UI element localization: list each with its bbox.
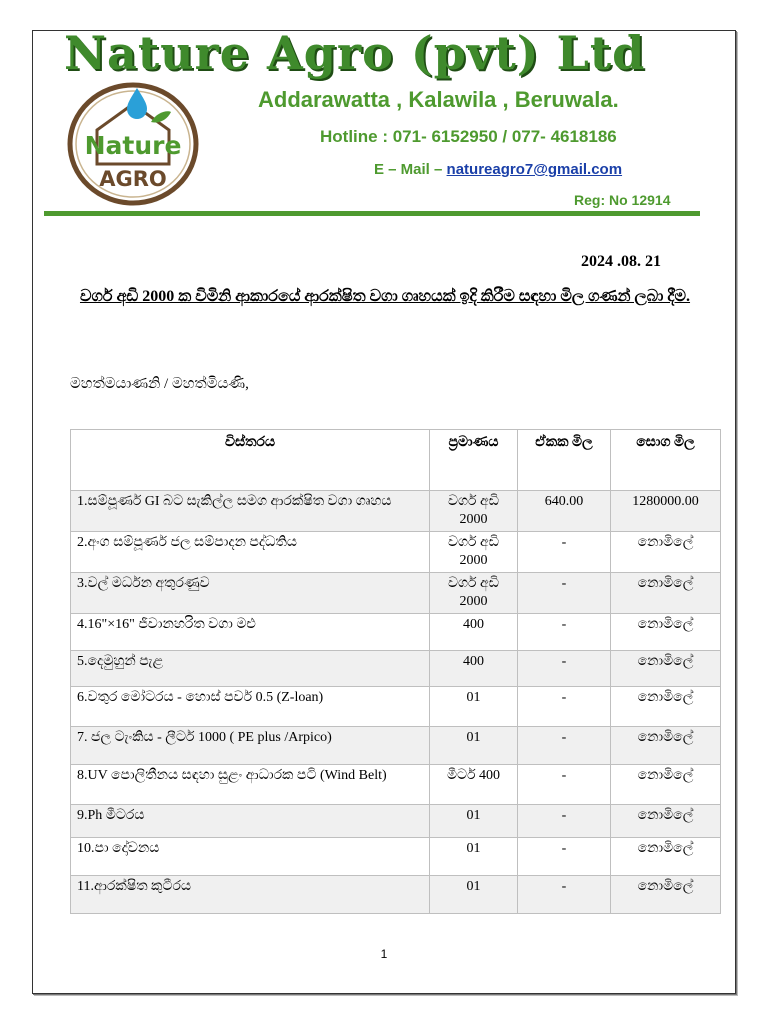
cell-quantity: මීටර් 400 [430, 765, 518, 805]
table-row [71, 687, 721, 727]
registration-number: Reg: No 12914 [574, 192, 671, 208]
cell-quantity: 01 [430, 805, 518, 838]
cell-description: 3.වල් මර්ධන අතුරණුව [71, 573, 430, 614]
table-row [71, 651, 721, 687]
cell-quantity: 01 [430, 876, 518, 914]
email-label: E – Mail – [374, 161, 447, 178]
table-row [71, 491, 721, 532]
logo-word-agro: AGRO [99, 167, 167, 191]
header-quantity: ප්‍රමාණය [430, 430, 518, 491]
table-row [71, 614, 721, 651]
header-divider [44, 211, 700, 216]
company-name: Nature Agro (pvt) Ltd [64, 26, 646, 80]
table-row [71, 727, 721, 765]
cell-description: 11.ආරක්ෂිත කුටීරය [71, 876, 430, 914]
table-header-row [71, 430, 721, 491]
page-number: 1 [380, 947, 388, 961]
cell-total-price: නොමිලේ [611, 687, 721, 727]
cell-total-price: නොමිලේ [611, 765, 721, 805]
cell-quantity: 01 [430, 727, 518, 765]
cell-quantity: වර්ග අඩි 2000 [430, 532, 518, 573]
table-row [71, 532, 721, 573]
cell-description: 8.UV පොලිතීනය සඳහා සුළං ආධාරක පටි (Wind Belt) [71, 765, 430, 805]
cell-unit-price: - [518, 687, 611, 727]
cell-total-price: නොමිලේ [611, 573, 721, 614]
company-logo [67, 82, 200, 206]
company-address: Addarawatta , Kalawila , Beruwala. [258, 87, 619, 112]
cell-unit-price: - [518, 651, 611, 687]
cell-quantity: 01 [430, 687, 518, 727]
cell-unit-price: - [518, 614, 611, 651]
cell-quantity: වර්ග අඩි 2000 [430, 491, 518, 532]
cell-total-price: නොමිලේ [611, 876, 721, 914]
cell-quantity: 01 [430, 838, 518, 876]
cell-unit-price: - [518, 805, 611, 838]
header-unit-price: ඒකක මිල [518, 430, 611, 491]
cell-quantity: 400 [430, 651, 518, 687]
cell-unit-price: - [518, 838, 611, 876]
email-line [374, 161, 622, 178]
logo-word-nature: Nature [84, 131, 182, 160]
salutation: මහත්මයාණනි / මහත්මියණි, [70, 376, 249, 392]
cell-total-price: නොමිලේ [611, 651, 721, 687]
letter-subject: වර්ග අඩි 2000 ක විමිනි ආකාරයේ ආරක්ෂිත වගා ගෘහයක් ඉදි කිරීම සඳහා මිල ගණන් ලබා දීම. [79, 288, 691, 305]
cell-total-price: නොමිලේ [611, 727, 721, 765]
cell-description: 5.දෙමුහුන් පැළ [71, 651, 430, 687]
table-row [71, 573, 721, 614]
cell-description: 2.අංග සම්පූර්ණ ජල සම්පාදන පද්ධතිය [71, 532, 430, 573]
cell-description: 10.පා දෝවනය [71, 838, 430, 876]
table-row [71, 765, 721, 805]
email-link[interactable]: natureagro7@gmail.com [446, 161, 623, 178]
cell-quantity: වර්ග අඩි 2000 [430, 573, 518, 614]
cell-description: 1.සම්පූර්ණ GI බට සැකිල්ල සමග ආරක්ෂිත වගා ගෘහය [71, 491, 430, 532]
quotation-table [70, 429, 721, 914]
table-row [71, 838, 721, 876]
table-row [71, 876, 721, 914]
cell-unit-price: - [518, 532, 611, 573]
letter-date: 2024 .08. 21 [581, 253, 661, 270]
cell-description: 4.16"×16" ජීවානහරිත වගා මළු [71, 614, 430, 651]
cell-unit-price: - [518, 765, 611, 805]
cell-unit-price: 640.00 [518, 491, 611, 532]
header-description: විස්තරය [71, 430, 430, 491]
cell-total-price: 1280000.00 [611, 491, 721, 532]
cell-total-price: නොමිලේ [611, 805, 721, 838]
table-row [71, 805, 721, 838]
cell-unit-price: - [518, 876, 611, 914]
cell-total-price: නොමිලේ [611, 614, 721, 651]
hotline: Hotline : 071- 6152950 / 077- 4618186 [320, 127, 617, 146]
header-total-price: සොග මිල [611, 430, 721, 491]
cell-unit-price: - [518, 727, 611, 765]
cell-description: 9.Ph මීටරය [71, 805, 430, 838]
cell-total-price: නොමිලේ [611, 838, 721, 876]
cell-total-price: නොමිලේ [611, 532, 721, 573]
cell-unit-price: - [518, 573, 611, 614]
cell-description: 6.වතුර මෝටරය - හොස් පවර් 0.5 (Z-loan) [71, 687, 430, 727]
cell-quantity: 400 [430, 614, 518, 651]
cell-description: 7. ජල ටැංකිය - ලීටර් 1000 ( PE plus /Arpico) [71, 727, 430, 765]
